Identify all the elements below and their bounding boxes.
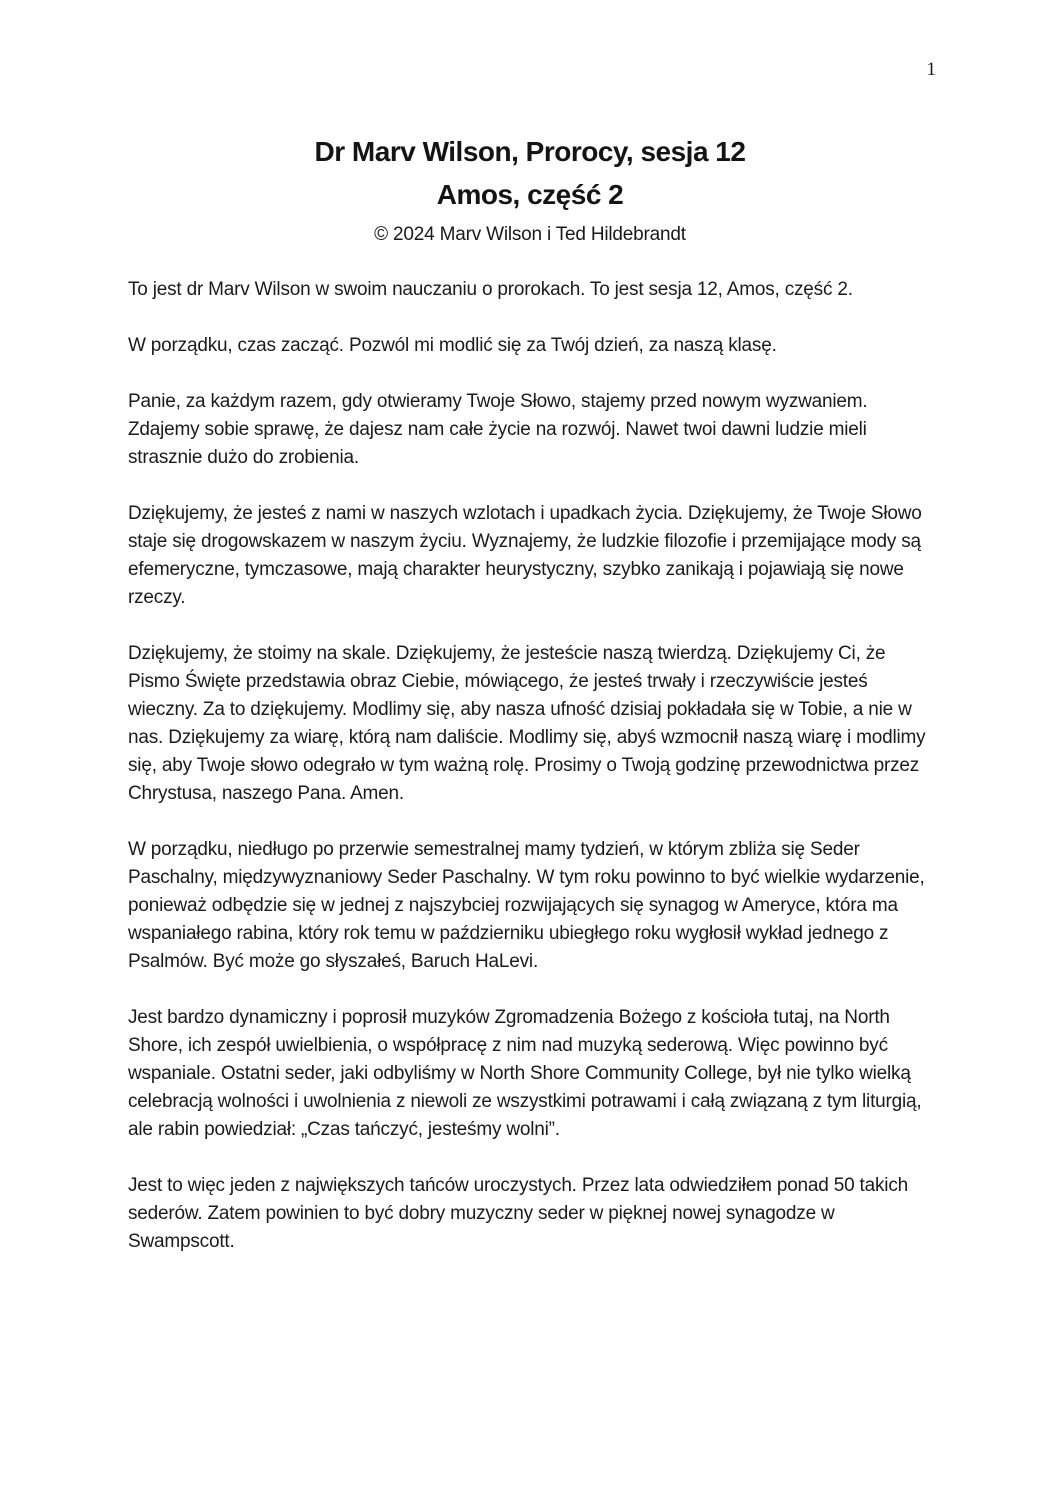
paragraph: To jest dr Marv Wilson w swoim nauczaniu o prorokach. To jest sesja 12, Amos, część 2. — [128, 279, 853, 300]
paragraph: W porządku, niedługo po przerwie semestralnej mamy tydzień, w którym zbliża się Seder Paschalny, międzywyznaniowy Seder Paschalny. W tym roku powinno to być wielkie wydarzenie, ponieważ odbędzie się w jednej z najszybciej rozwijających się synagog w Ameryce, która ma wspaniałego rabina, który rok temu w październiku ubiegłego roku wygłosił wykład jednego z Psalmów. Być może go słyszałeś, Baruch HaLevi. — [128, 839, 925, 972]
copyright-line: © 2024 Marv Wilson i Ted Hildebrandt — [374, 224, 686, 245]
document-title-line2: Amos, część 2 — [436, 179, 624, 210]
paragraph: Jest to więc jeden z największych tańców uroczystych. Przez lata odwiedziłem ponad 50 takich sederów. Zatem powinien to być dobry muzyczny seder w pięknej nowej synagodze w Swampscott. — [128, 1175, 908, 1252]
paragraph: Dziękujemy, że stoimy na skale. Dziękujemy, że jesteście naszą twierdzą. Dziękujemy Ci, że Pismo Święte przedstawia obraz Ciebie, mówiącego, że jesteś trwały i rzeczywiście jesteś wieczny. Za to dziękujemy. Modlimy się, aby nasza ufność dzisiaj pokładała się w Tobie, a nie w nas. Dziękujemy za wiarę, którą nam daliście. Modlimy się, abyś wzmocnił naszą wiarę i modlimy się, aby Twoje słowo odegrało w tym ważną rolę. Prosimy o Twoją godzinę przewodnictwa przez Chrystusa, naszego Pana. Amen. — [128, 643, 926, 804]
paragraph: Jest bardzo dynamiczny i poprosił muzyków Zgromadzenia Bożego z kościoła tutaj, na North Shore, ich zespół uwielbienia, o współpracę z nim nad muzyką sederową. Więc powinno być wspaniale. Ostatni seder, jaki odbyliśmy w North Shore Community College, był nie tylko wielką celebracją wolności i uwolnienia z niewoli ze wszystkimi potrawami i całą związaną z tym liturgią, ale rabin powiedział: „Czas tańczyć, jesteśmy wolni”. — [128, 1007, 922, 1140]
paragraph: W porządku, czas zacząć. Pozwól mi modlić się za Twój dzień, za naszą klasę. — [128, 335, 777, 356]
paragraph: Dziękujemy, że jesteś z nami w naszych wzlotach i upadkach życia. Dziękujemy, że Twoje Słowo staje się drogowskazem w naszym życiu. Wyznajemy, że ludzkie filozofie i przemijające mody są efemeryczne, tymczasowe, mają charakter heurystyczny, szybko zanikają i pojawiają się nowe rzeczy. — [128, 503, 922, 608]
document-content — [128, 0, 932, 1284]
document-body — [128, 276, 932, 1256]
paragraph: Panie, za każdym razem, gdy otwieramy Twoje Słowo, stajemy przed nowym wyzwaniem. Zdajemy sobie sprawę, że dajesz nam całe życie na rozwój. Nawet twoi dawni ludzie mieli strasznie dużo do zrobienia. — [128, 391, 868, 468]
document-header — [128, 130, 932, 248]
page-number: 1 — [926, 59, 936, 80]
document-title-line1: Dr Marv Wilson, Prorocy, sesja 12 — [314, 136, 746, 167]
